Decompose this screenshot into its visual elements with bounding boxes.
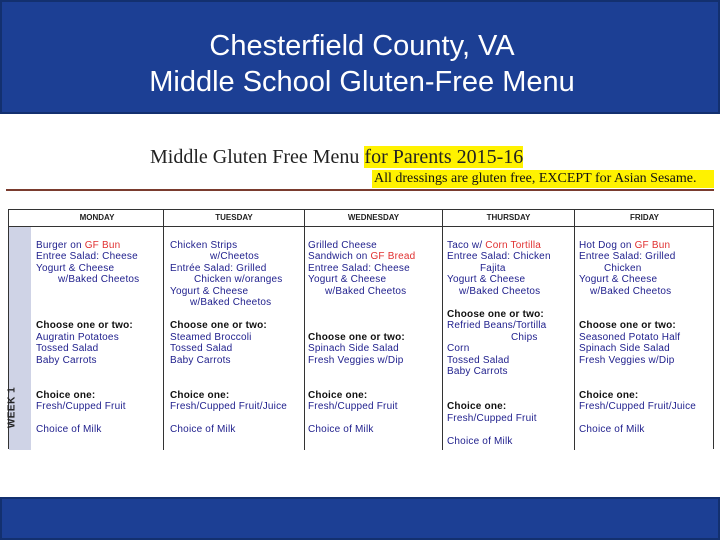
menu-item: Baby Carrots <box>170 355 231 366</box>
menu-item: Spinach Side Salad <box>308 343 399 354</box>
menu-section-label: Choose one or two: <box>170 320 267 331</box>
col-divider <box>304 210 305 450</box>
col-friday: FRIDAY <box>575 210 714 227</box>
menu-item: Entrée Salad: Grilled <box>170 263 267 274</box>
menu-item: Entree Salad: Cheese <box>308 263 410 274</box>
menu-item: w/Baked Cheetos <box>325 286 407 297</box>
menu-item: Seasoned Potato Half <box>579 332 681 343</box>
menu-item: Yogurt & Cheese <box>579 274 658 285</box>
title-line-2: Middle School Gluten-Free Menu <box>149 66 575 98</box>
menu-item: Baby Carrots <box>447 366 508 377</box>
title-line-1: Chesterfield County, VA <box>209 30 515 62</box>
menu-item: w/Baked Cheetos <box>459 286 541 297</box>
menu-item: Fresh/Cupped Fruit/Juice <box>170 401 288 412</box>
menu-item: Tossed Salad <box>170 343 233 354</box>
menu-item: Taco w/ Corn Tortilla <box>447 240 542 251</box>
menu-item: w/Baked Cheetos <box>58 274 140 285</box>
menu-item: Chips <box>511 332 538 343</box>
menu-title-highlight: for Parents 2015-16 <box>364 146 524 168</box>
menu-section-label: Choice one: <box>36 390 96 401</box>
col-corner <box>9 210 31 227</box>
menu-section-label: Choose one or two: <box>447 309 544 320</box>
menu-item: Baby Carrots <box>36 355 97 366</box>
menu-item: Corn <box>447 343 470 354</box>
menu-section-label: Choose one or two: <box>308 332 405 343</box>
menu-item: w/Baked Cheetos <box>190 297 272 308</box>
menu-item: Fajita <box>480 263 506 274</box>
col-tuesday: TUESDAY <box>164 210 304 227</box>
menu-item: Entree Salad: Chicken <box>447 251 551 262</box>
menu-item: Sandwich on GF Bread <box>308 251 416 262</box>
menu-item: Refried Beans/Tortilla <box>447 320 547 331</box>
week-label <box>1 378 23 448</box>
col-divider <box>163 210 164 450</box>
week-label-text: WEEK 1 <box>6 386 18 429</box>
menu-item: w/Cheetos <box>210 251 260 262</box>
menu-item: Burger on GF Bun <box>36 240 121 251</box>
menu-item: Fresh/Cupped Fruit <box>36 401 126 412</box>
menu-item: Chicken Strips <box>170 240 238 251</box>
menu-section-label: Choose one or two: <box>36 320 133 331</box>
menu-section-label: Choice one: <box>447 401 507 412</box>
col-divider <box>442 210 443 450</box>
menu-item: Choice of Milk <box>579 424 645 435</box>
menu-item: Fresh/Cupped Fruit <box>308 401 398 412</box>
menu-title-main: Middle Gluten Free Menu <box>150 146 365 168</box>
menu-item: Chicken <box>604 263 642 274</box>
menu-item: Fresh/Cupped Fruit <box>447 413 537 424</box>
menu-item: Choice of Milk <box>308 424 374 435</box>
header-bar <box>0 0 720 114</box>
menu-item: Augratin Potatoes <box>36 332 119 343</box>
menu-item: Spinach Side Salad <box>579 343 670 354</box>
menu-section-label: Choice one: <box>308 390 368 401</box>
menu-item: Yogurt & Cheese <box>170 286 249 297</box>
menu-item: Tossed Salad <box>36 343 99 354</box>
menu-item: Steamed Broccoli <box>170 332 252 343</box>
col-wednesday: WEDNESDAY <box>305 210 442 227</box>
menu-section-label: Choice one: <box>170 390 230 401</box>
menu-item: Fresh Veggies w/Dip <box>579 355 675 366</box>
col-divider <box>574 210 575 450</box>
menu-section-label: Choose one or two: <box>579 320 676 331</box>
menu-title <box>150 146 523 169</box>
menu-item: Choice of Milk <box>36 424 102 435</box>
menu-item: Yogurt & Cheese <box>36 263 115 274</box>
menu-item: w/Baked Cheetos <box>590 286 672 297</box>
menu-item: Tossed Salad <box>447 355 510 366</box>
menu-item: Choice of Milk <box>447 436 513 447</box>
menu-item: Fresh Veggies w/Dip <box>308 355 404 366</box>
menu-item: Yogurt & Cheese <box>308 274 387 285</box>
menu-item: Chicken w/oranges <box>194 274 283 285</box>
menu-item: Yogurt & Cheese <box>447 274 526 285</box>
dressing-note: All dressings are gluten free, EXCEPT for Asian Sesame. <box>372 170 714 188</box>
menu-item: Grilled Cheese <box>308 240 377 251</box>
menu-item: Entree Salad: Grilled <box>579 251 676 262</box>
menu-item: Hot Dog on GF Bun <box>579 240 671 251</box>
col-thursday: THURSDAY <box>443 210 574 227</box>
menu-item: Choice of Milk <box>170 424 236 435</box>
menu-section-label: Choice one: <box>579 390 639 401</box>
slide-title <box>2 28 720 100</box>
footer-bar <box>0 497 720 540</box>
col-monday: MONDAY <box>31 210 163 227</box>
menu-item: Fresh/Cupped Fruit/Juice <box>579 401 697 412</box>
divider-rule <box>6 189 714 191</box>
menu-item: Entree Salad: Cheese <box>36 251 138 262</box>
